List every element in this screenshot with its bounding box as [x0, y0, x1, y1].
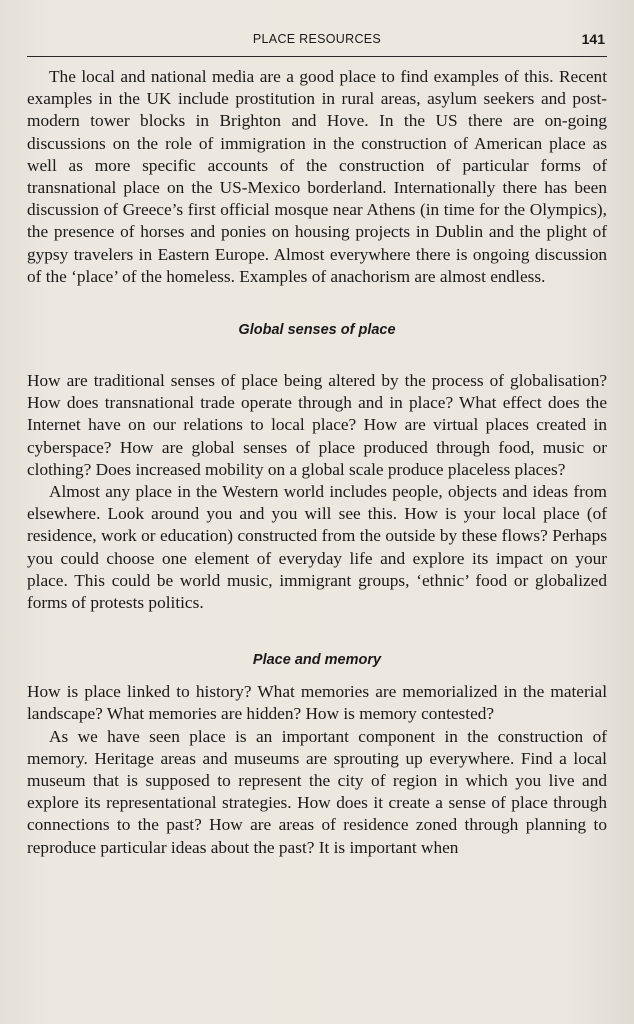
- running-head: PLACE RESOURCES: [252, 32, 382, 46]
- paragraph-global-local-place: Almost any place in the Western world includes people, objects and ideas from elsewhere. Look around you and you will see this. How is your local place (of residence, work or education) constructed from the outside by these flows? Perhaps you could choose one element of everyday life and explore its impact on your place. This could be world music, immigrant groups, ‘ethnic’ food or globalized forms of protests politics.: [27, 482, 607, 613]
- page-header: [27, 28, 607, 57]
- paragraph-media-examples: The local and national media are a good place to find examples of this. Recent examples in the UK include prostitution in rural areas, asylum seekers and post-modern tower blocks in Brighton and Hove. In the US there are on-going discussions on the role of immigration in the construction of American place as well as more specific accounts of the construction of particular forms of transnational place on the US-Mexico borderland. Internationally there has been discussion of Greece’s first official mosque near Athens (in time for the Olympics), the presence of horses and ponies on housing projects in Dublin and the plight of gypsy travelers in Eastern Europe. Almost everywhere there is ongoing discussion of the ‘place’ of the homeless. Examples of anachorism are almost endless.: [27, 67, 607, 286]
- page-body: [27, 66, 607, 859]
- section-heading-place-memory: Place and memory: [252, 652, 382, 669]
- paragraph-memory-heritage: As we have seen place is an important component in the construction of memory. Heritage areas and museums are sprouting up everywhere. Find a local museum that is supposed to represent the city of region in which you live and explore its representational strategies. How does it create a sense of place through connections to the past? How are areas of residence zoned through planning to reproduce particular ideas about the past? It is important when: [27, 726, 607, 857]
- paragraph-global-questions: How are traditional senses of place being altered by the process of globalisation? How does transnational trade operate through and in place? What effect does the Internet have on our relations to local place? How are virtual places created in cyberspace? How are global senses of place produced through food, music or clothing? Does increased mobility on a global scale produce placeless places?: [27, 371, 607, 479]
- section-heading-global-senses: Global senses of place: [238, 322, 396, 339]
- paragraph-memory-questions: How is place linked to history? What memories are memorialized in the material landscape? What memories are hidden? How is memory contested?: [27, 682, 607, 724]
- page-number: 141: [581, 31, 605, 47]
